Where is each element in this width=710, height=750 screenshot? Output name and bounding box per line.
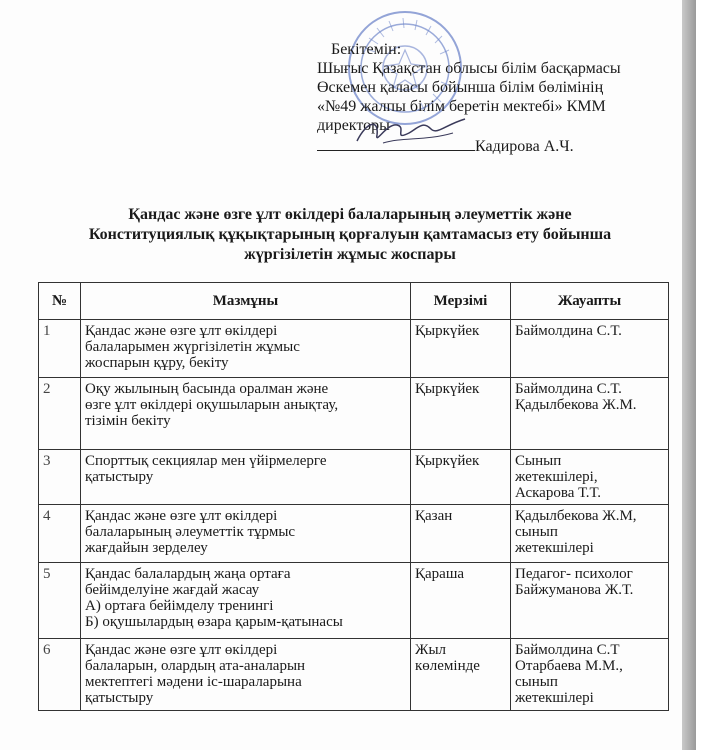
row-content-line: Қандас және өзге ұлт өкілдері <box>85 642 278 658</box>
row-responsible-line: Баймолдина С.Т. <box>515 381 622 397</box>
approval-block <box>317 40 707 156</box>
row-responsible-line: сынып <box>515 674 558 690</box>
row-deadline <box>411 505 511 563</box>
row-responsible-line: Қадылбекова Ж.М. <box>515 397 637 413</box>
row-responsible-line: жетекшілері <box>515 540 594 556</box>
row-content-line: мектептегі мәдени іс-шараларына <box>85 674 302 690</box>
row-responsible-line: сынып <box>515 524 558 540</box>
row-responsible <box>511 320 669 378</box>
table-row <box>39 378 669 450</box>
row-deadline <box>411 378 511 450</box>
row-content-line: жағдайын зерделеу <box>85 540 208 556</box>
row-content-line: тізімін бекіту <box>85 413 171 429</box>
work-plan-table <box>38 282 669 711</box>
title-line: Конституциялық құқықтарының қорғалуын қамтамасыз ету бойынша <box>88 226 612 243</box>
row-number: 2 <box>39 378 81 450</box>
approval-line: Шығыс Қазақстан облысы білім басқармасы <box>317 60 621 77</box>
row-number: 5 <box>39 563 81 639</box>
approval-line: «№49 жалпы білім беретін мектебі» КММ <box>317 98 606 115</box>
header-content: Мазмұны <box>81 283 411 320</box>
row-deadline-line: Қыркүйек <box>415 381 480 397</box>
row-deadline-line: Жыл <box>415 642 447 658</box>
signature-line <box>317 137 707 156</box>
approval-line: директоры <box>317 117 390 134</box>
table-row <box>39 639 669 711</box>
row-content <box>81 320 411 378</box>
row-deadline-line: Қыркүйек <box>415 453 480 469</box>
row-deadline <box>411 450 511 505</box>
handwritten-signature <box>353 111 473 151</box>
row-number: 1 <box>39 320 81 378</box>
row-content-line: балаларын, олардың ата-аналарын <box>85 658 306 674</box>
row-deadline <box>411 320 511 378</box>
title-line: Қандас және өзге ұлт өкілдері балаларының әлеуметтік және <box>128 206 572 223</box>
row-content-line: Б) оқушылардың өзара қарым-қатынасы <box>85 614 343 630</box>
row-number: 3 <box>39 450 81 505</box>
row-responsible-line: жетекшілері <box>515 690 594 706</box>
row-responsible-line: Отарбаева М.М., <box>515 658 623 674</box>
table-row <box>39 563 669 639</box>
row-responsible <box>511 639 669 711</box>
row-responsible-line: Баймолдина С.Т <box>515 642 620 658</box>
row-content-line: қатыстыру <box>85 469 154 485</box>
row-content-line: Спорттық секциялар мен үйірмелерге <box>85 453 327 469</box>
row-responsible-line: Аскарова Т.Т. <box>515 485 601 501</box>
row-responsible-line: Баймолдина С.Т. <box>515 323 622 339</box>
row-content <box>81 505 411 563</box>
header-number: № <box>39 283 81 320</box>
row-deadline <box>411 563 511 639</box>
row-responsible <box>511 378 669 450</box>
row-content <box>81 378 411 450</box>
row-content-line: Қандас балалардың жаңа ортаға <box>85 566 291 582</box>
approval-line: Өскемен қаласы бойынша білім бөлімінің <box>317 79 604 96</box>
table-row <box>39 320 669 378</box>
row-deadline-line: көлемінде <box>415 658 480 674</box>
row-responsible <box>511 505 669 563</box>
row-content-line: қатыстыру <box>85 690 154 706</box>
row-deadline-line: Қазан <box>415 508 453 524</box>
row-content <box>81 563 411 639</box>
row-content-line: А) ортаға бейімделу тренингі <box>85 598 274 614</box>
row-responsible-line: Қадылбекова Ж.М, <box>515 508 637 524</box>
row-responsible-line: Сынып <box>515 453 562 469</box>
row-content-line: Оқу жылының басында оралман және <box>85 381 329 397</box>
row-responsible-line: Байжуманова Ж.Т. <box>515 582 634 598</box>
row-responsible-line: Педагог- психолог <box>515 566 633 582</box>
row-content-line: балаларының әлеуметтік тұрмыс <box>85 524 296 540</box>
approval-heading: Бекітемін: <box>331 41 402 58</box>
row-deadline <box>411 639 511 711</box>
header-responsible: Жауапты <box>511 283 669 320</box>
row-deadline-line: Қараша <box>415 566 465 582</box>
row-content-line: балаларымен жүргізілетін жұмыс <box>85 339 300 355</box>
director-name: Кадирова А.Ч. <box>475 138 574 155</box>
row-deadline-line: Қыркүйек <box>415 323 480 339</box>
row-responsible-line: жетекшілері, <box>515 469 598 485</box>
row-content <box>81 639 411 711</box>
document-title <box>30 205 670 265</box>
row-content-line: бейімделуіне жағдай жасау <box>85 582 260 598</box>
row-number: 4 <box>39 505 81 563</box>
page-edge <box>682 0 696 750</box>
row-content-line: Қандас және өзге ұлт өкілдері <box>85 508 278 524</box>
row-content-line: өзге ұлт өкілдері оқушыларын анықтау, <box>85 397 339 413</box>
header-deadline: Мерзімі <box>411 283 511 320</box>
row-number: 6 <box>39 639 81 711</box>
row-responsible <box>511 450 669 505</box>
row-responsible <box>511 563 669 639</box>
table-row <box>39 450 669 505</box>
table-row <box>39 505 669 563</box>
row-content <box>81 450 411 505</box>
row-content-line: Қандас және өзге ұлт өкілдері <box>85 323 278 339</box>
title-line: жүргізілетін жұмыс жоспары <box>244 246 456 263</box>
table-header-row <box>39 283 669 320</box>
row-content-line: жоспарын құру, бекіту <box>85 355 229 371</box>
